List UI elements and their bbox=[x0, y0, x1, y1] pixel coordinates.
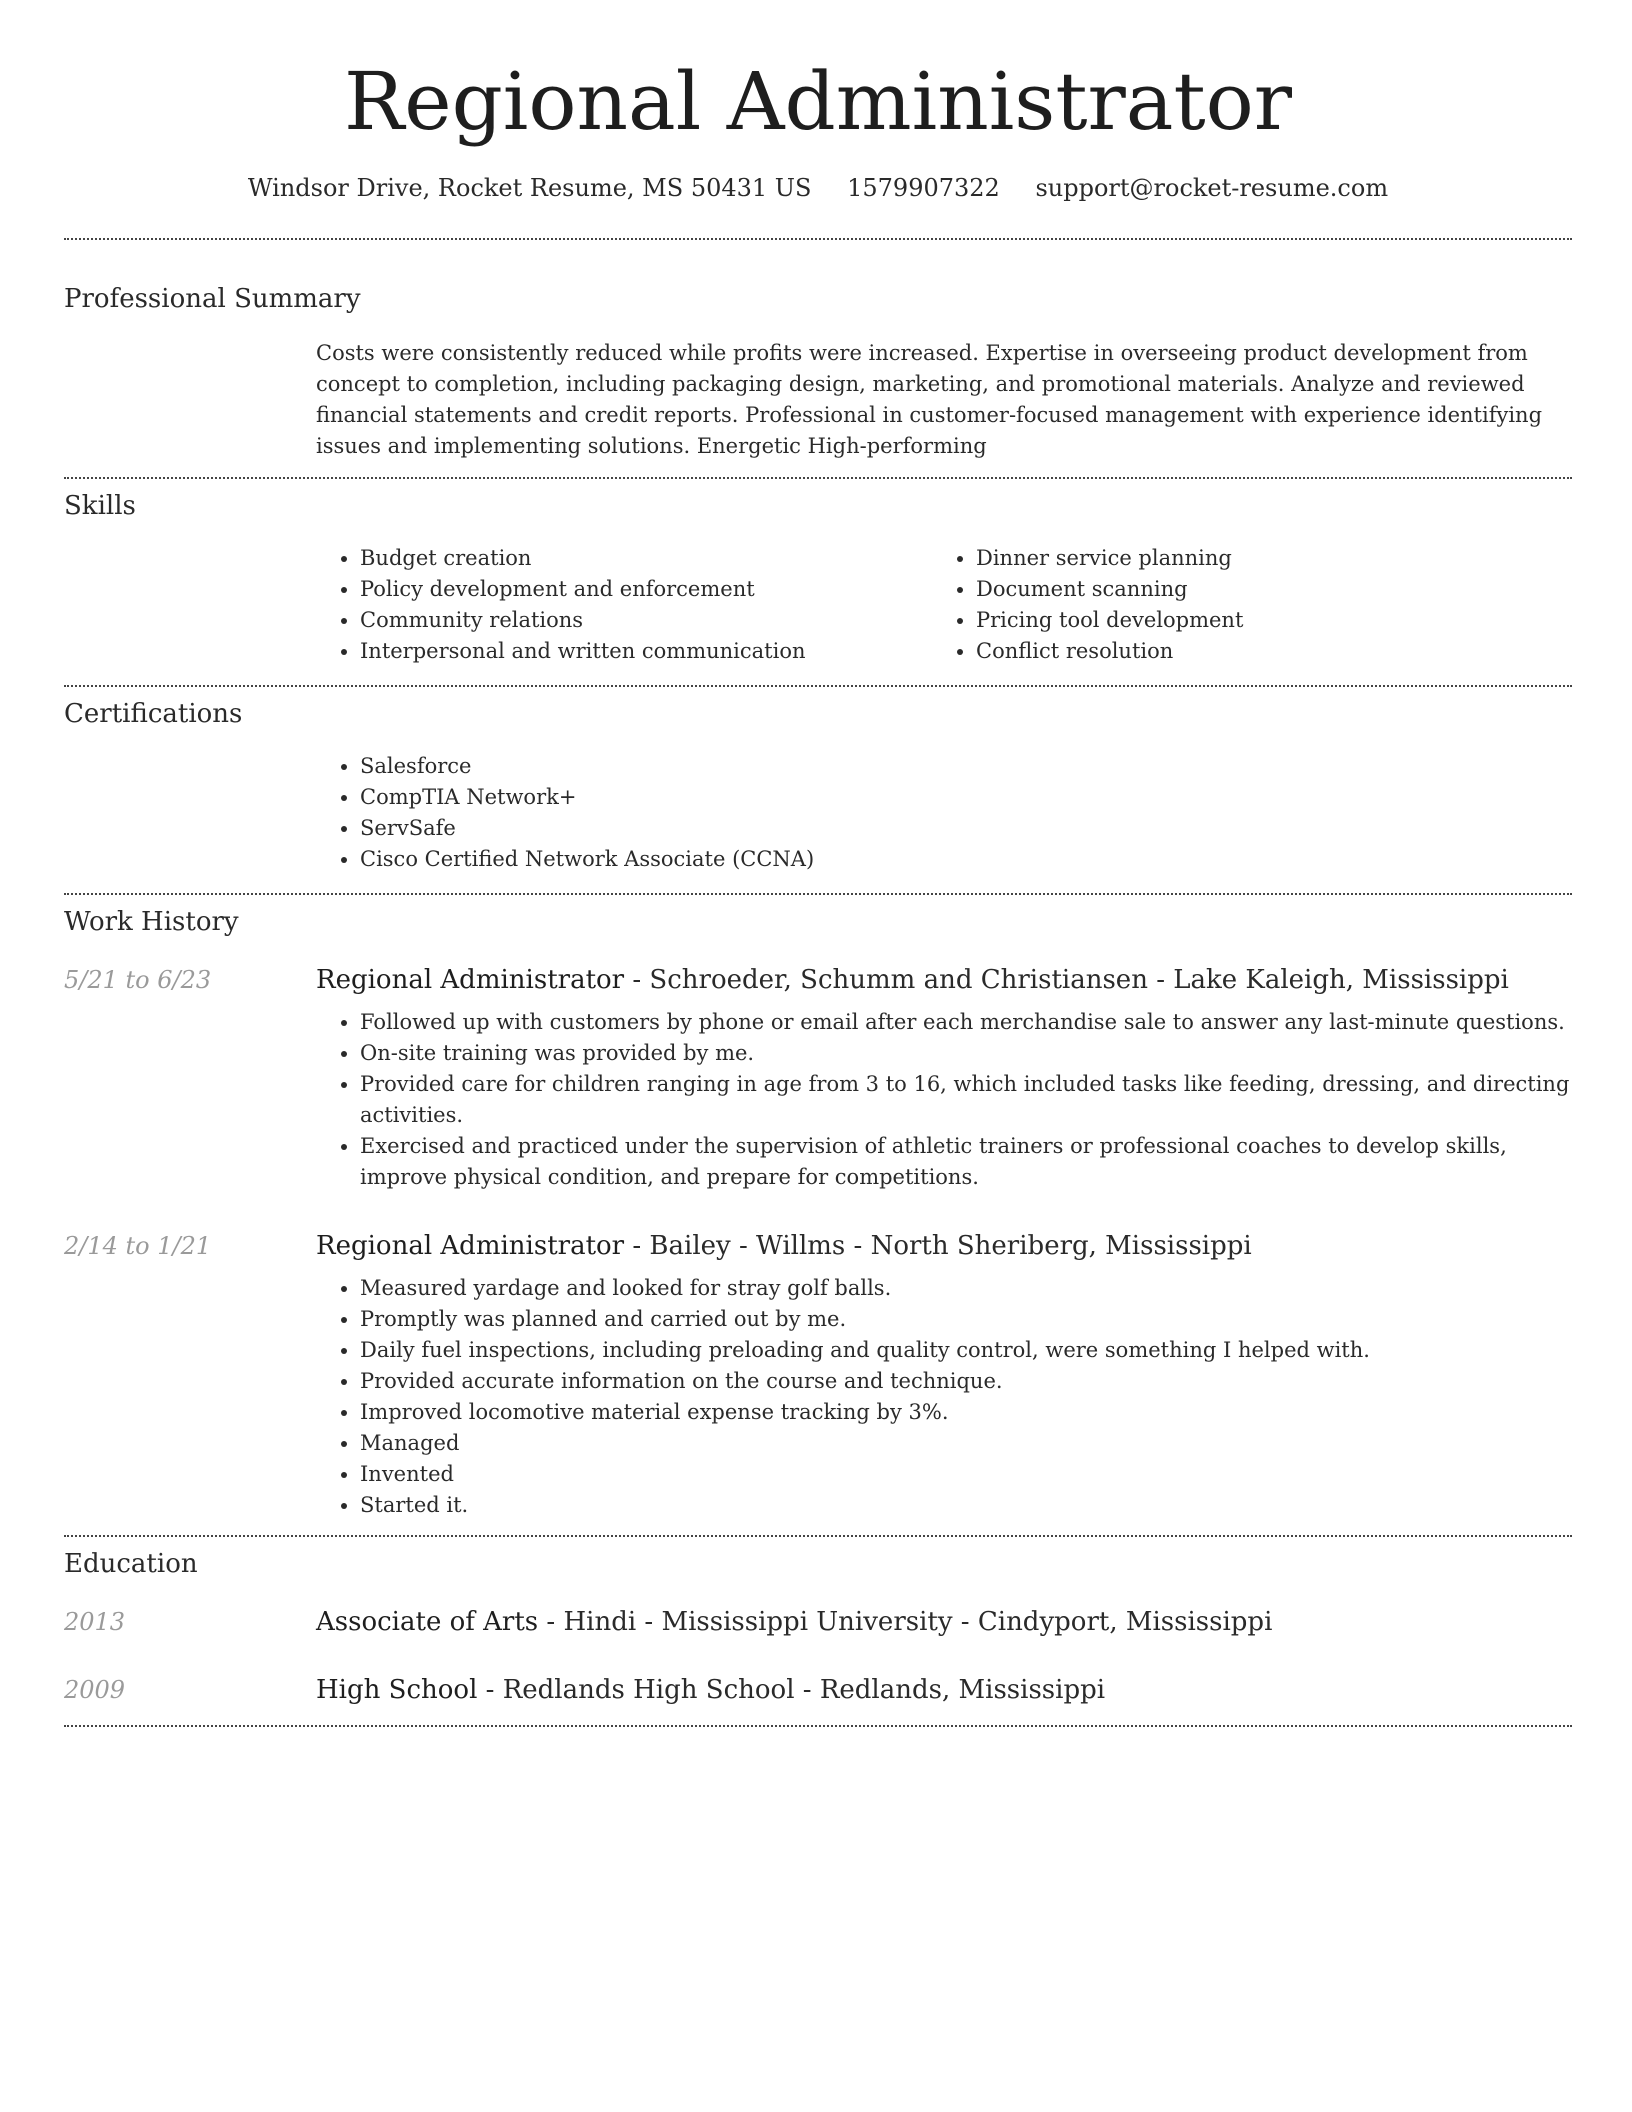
certifications-list bbox=[316, 751, 1572, 875]
job-bullets bbox=[316, 1007, 1572, 1193]
education-section bbox=[64, 1537, 1572, 1707]
work-dates: 5/21 to 6/23 bbox=[64, 966, 212, 994]
list-item: • Community relations bbox=[360, 605, 932, 636]
list-item: • Dinner service planning bbox=[976, 543, 1548, 574]
list-item: • Policy development and enforcement bbox=[360, 574, 932, 605]
section-title-certifications: Certifications bbox=[64, 699, 243, 729]
contact-line bbox=[64, 172, 1572, 204]
work-entry bbox=[64, 963, 1572, 1193]
list-item: • CompTIA Network+ bbox=[360, 782, 1572, 813]
list-item: • Interpersonal and written communication bbox=[360, 636, 932, 667]
list-item: • Budget creation bbox=[360, 543, 932, 574]
skills-list-right bbox=[932, 543, 1548, 667]
list-item: • Daily fuel inspections, including preloading and quality control, were something I helped with. bbox=[360, 1335, 1572, 1366]
section-title-skills: Skills bbox=[64, 491, 136, 521]
list-item: • Pricing tool development bbox=[976, 605, 1548, 636]
list-item: • Followed up with customers by phone or email after each merchandise sale to answer any last-minute questions. bbox=[360, 1007, 1572, 1038]
education-details: - Hindi - Mississippi University - Cindyport, Mississippi bbox=[538, 1607, 1273, 1637]
job-role: Regional Administrator bbox=[316, 1231, 625, 1261]
section-title-work: Work History bbox=[64, 907, 239, 937]
contact-address: Windsor Drive, Rocket Resume, MS 50431 US bbox=[247, 174, 812, 202]
list-item: • Provided care for children ranging in age from 3 to 16, which included tasks like feeding, dressing, and directing activities. bbox=[360, 1069, 1572, 1131]
education-year: 2013 bbox=[64, 1608, 126, 1636]
job-role: Regional Administrator bbox=[316, 965, 625, 995]
job-details: - Bailey - Willms - North Sheriberg, Mississippi bbox=[624, 1231, 1252, 1261]
education-entry bbox=[64, 1673, 1572, 1707]
education-entry-title bbox=[316, 1673, 1572, 1707]
list-item: • ServSafe bbox=[360, 813, 1572, 844]
section-title-summary: Professional Summary bbox=[64, 284, 361, 314]
education-entry-title bbox=[316, 1605, 1572, 1639]
summary-text: Costs were consistently reduced while profits were increased. Expertise in overseeing product development from concept to completion, including packaging design, marketing, and promotional materials. Analyze and reviewed financial statements and credit reports. Professional in customer-focused management with experience identifying issues and implementing solutions. Energetic High-performing bbox=[316, 341, 1543, 458]
list-item: • Salesforce bbox=[360, 751, 1572, 782]
list-item: • Exercised and practiced under the supervision of athletic trainers or professional coaches to develop skills, improve physical condition, and prepare for competitions. bbox=[360, 1131, 1572, 1193]
summary-section bbox=[64, 240, 1572, 462]
section-divider bbox=[64, 1725, 1572, 1727]
list-item: • Started it. bbox=[360, 1490, 1572, 1521]
certifications-section bbox=[64, 687, 1572, 875]
job-bullets bbox=[316, 1273, 1572, 1521]
skills-list-left bbox=[316, 543, 932, 667]
contact-phone: 1579907322 bbox=[847, 174, 1000, 202]
section-title-education: Education bbox=[64, 1549, 198, 1579]
contact-email: support@rocket-resume.com bbox=[1035, 174, 1389, 202]
list-item: • Invented bbox=[360, 1459, 1572, 1490]
list-item: • Improved locomotive material expense tracking by 3%. bbox=[360, 1397, 1572, 1428]
list-item: • Provided accurate information on the course and technique. bbox=[360, 1366, 1572, 1397]
work-entry-title bbox=[316, 1229, 1572, 1263]
list-item: • Conflict resolution bbox=[976, 636, 1548, 667]
education-year: 2009 bbox=[64, 1676, 126, 1704]
list-item: • Managed bbox=[360, 1428, 1572, 1459]
degree: High School bbox=[316, 1675, 478, 1705]
education-details: - Redlands High School - Redlands, Mississippi bbox=[477, 1675, 1106, 1705]
resume-header bbox=[64, 0, 1572, 204]
work-entry-title bbox=[316, 963, 1572, 997]
work-dates: 2/14 to 1/21 bbox=[64, 1232, 212, 1260]
resume-page bbox=[64, 0, 1572, 1727]
education-entry bbox=[64, 1605, 1572, 1639]
list-item: • Promptly was planned and carried out by me. bbox=[360, 1304, 1572, 1335]
list-item: • Measured yardage and looked for stray golf balls. bbox=[360, 1273, 1572, 1304]
degree: Associate of Arts bbox=[316, 1607, 539, 1637]
work-entry bbox=[64, 1229, 1572, 1521]
skills-section bbox=[64, 479, 1572, 667]
list-item: • Cisco Certified Network Associate (CCNA) bbox=[360, 844, 1572, 875]
list-item: • On-site training was provided by me. bbox=[360, 1038, 1572, 1069]
list-item: • Document scanning bbox=[976, 574, 1548, 605]
candidate-name: Regional Administrator bbox=[343, 55, 1292, 148]
work-history-section bbox=[64, 895, 1572, 1521]
job-details: - Schroeder, Schumm and Christiansen - Lake Kaleigh, Mississippi bbox=[624, 965, 1509, 995]
